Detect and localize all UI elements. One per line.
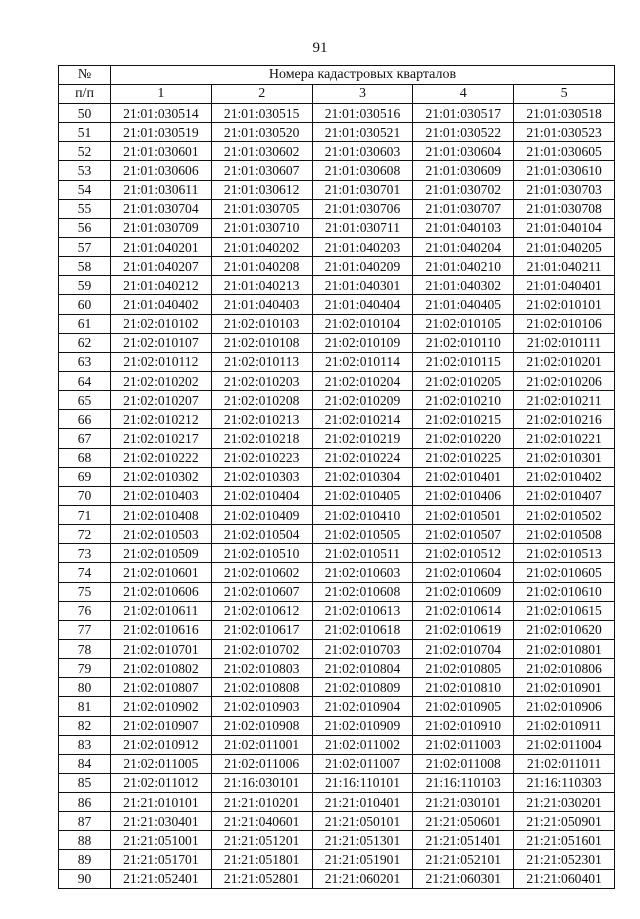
cadastral-number-cell: 21:02:010216 bbox=[514, 410, 615, 429]
row-number-cell: 59 bbox=[59, 276, 111, 295]
row-number-cell: 64 bbox=[59, 371, 111, 390]
row-number-cell: 88 bbox=[59, 831, 111, 850]
cadastral-number-cell: 21:21:010101 bbox=[111, 793, 212, 812]
cadastral-number-cell: 21:01:030605 bbox=[514, 142, 615, 161]
cadastral-number-cell: 21:02:010502 bbox=[514, 505, 615, 524]
cadastral-number-cell: 21:01:040202 bbox=[211, 237, 312, 256]
cadastral-number-cell: 21:02:010108 bbox=[211, 333, 312, 352]
row-number-cell: 84 bbox=[59, 754, 111, 773]
cadastral-number-cell: 21:02:010114 bbox=[312, 352, 413, 371]
cadastral-number-cell: 21:02:010909 bbox=[312, 716, 413, 735]
table-row bbox=[59, 218, 615, 237]
cadastral-number-cell: 21:01:030515 bbox=[211, 104, 312, 123]
cadastral-number-cell: 21:02:010204 bbox=[312, 371, 413, 390]
cadastral-number-cell: 21:21:040601 bbox=[211, 812, 312, 831]
table-row bbox=[59, 620, 615, 639]
cadastral-number-cell: 21:02:010206 bbox=[514, 371, 615, 390]
table-row bbox=[59, 544, 615, 563]
cadastral-number-cell: 21:02:010212 bbox=[111, 410, 212, 429]
table-row bbox=[59, 180, 615, 199]
cadastral-number-cell: 21:01:040208 bbox=[211, 257, 312, 276]
cadastral-number-cell: 21:02:010304 bbox=[312, 467, 413, 486]
cadastral-number-cell: 21:01:030522 bbox=[413, 123, 514, 142]
column-header-2: 2 bbox=[211, 85, 312, 104]
cadastral-number-cell: 21:02:010602 bbox=[211, 563, 312, 582]
table-row bbox=[59, 697, 615, 716]
cadastral-number-cell: 21:01:030520 bbox=[211, 123, 312, 142]
cadastral-number-cell: 21:02:010102 bbox=[111, 314, 212, 333]
row-number-cell: 71 bbox=[59, 505, 111, 524]
table-row bbox=[59, 410, 615, 429]
cadastral-number-cell: 21:02:010225 bbox=[413, 448, 514, 467]
cadastral-number-cell: 21:02:010614 bbox=[413, 601, 514, 620]
cadastral-number-cell: 21:21:010401 bbox=[312, 793, 413, 812]
cadastral-number-cell: 21:01:030516 bbox=[312, 104, 413, 123]
cadastral-number-cell: 21:02:010509 bbox=[111, 544, 212, 563]
cadastral-number-cell: 21:01:030610 bbox=[514, 161, 615, 180]
cadastral-number-cell: 21:01:030611 bbox=[111, 180, 212, 199]
cadastral-number-cell: 21:21:050101 bbox=[312, 812, 413, 831]
cadastral-number-cell: 21:02:010409 bbox=[211, 505, 312, 524]
cadastral-number-cell: 21:02:010607 bbox=[211, 582, 312, 601]
cadastral-number-cell: 21:02:010115 bbox=[413, 352, 514, 371]
cadastral-number-cell: 21:02:010210 bbox=[413, 391, 514, 410]
cadastral-number-cell: 21:02:010110 bbox=[413, 333, 514, 352]
cadastral-number-cell: 21:01:040302 bbox=[413, 276, 514, 295]
cadastral-number-cell: 21:01:030521 bbox=[312, 123, 413, 142]
cadastral-number-cell: 21:02:010908 bbox=[211, 716, 312, 735]
cadastral-number-cell: 21:01:030701 bbox=[312, 180, 413, 199]
cadastral-number-cell: 21:02:010106 bbox=[514, 314, 615, 333]
row-number-cell: 62 bbox=[59, 333, 111, 352]
cadastral-number-cell: 21:01:030606 bbox=[111, 161, 212, 180]
cadastral-number-cell: 21:02:010408 bbox=[111, 505, 212, 524]
cadastral-number-cell: 21:21:060201 bbox=[312, 869, 413, 888]
table-row bbox=[59, 716, 615, 735]
cadastral-number-cell: 21:02:010809 bbox=[312, 678, 413, 697]
row-number-cell: 83 bbox=[59, 735, 111, 754]
table-row bbox=[59, 142, 615, 161]
row-number-cell: 90 bbox=[59, 869, 111, 888]
cadastral-number-cell: 21:02:010912 bbox=[111, 735, 212, 754]
row-number-cell: 65 bbox=[59, 391, 111, 410]
cadastral-number-cell: 21:02:010101 bbox=[514, 295, 615, 314]
cadastral-number-cell: 21:01:040210 bbox=[413, 257, 514, 276]
cadastral-number-cell: 21:02:010611 bbox=[111, 601, 212, 620]
table-row bbox=[59, 582, 615, 601]
column-header-1: 1 bbox=[111, 85, 212, 104]
cadastral-number-cell: 21:02:011005 bbox=[111, 754, 212, 773]
cadastral-number-cell: 21:02:010211 bbox=[514, 391, 615, 410]
table-row bbox=[59, 793, 615, 812]
row-number-cell: 66 bbox=[59, 410, 111, 429]
cadastral-number-cell: 21:02:010608 bbox=[312, 582, 413, 601]
row-number-cell: 57 bbox=[59, 237, 111, 256]
row-number-cell: 80 bbox=[59, 678, 111, 697]
row-number-cell: 51 bbox=[59, 123, 111, 142]
cadastral-number-cell: 21:01:030707 bbox=[413, 199, 514, 218]
cadastral-number-cell: 21:02:010402 bbox=[514, 467, 615, 486]
table-row bbox=[59, 276, 615, 295]
cadastral-number-cell: 21:02:010405 bbox=[312, 486, 413, 505]
cadastral-number-cell: 21:02:010906 bbox=[514, 697, 615, 716]
row-number-cell: 56 bbox=[59, 218, 111, 237]
cadastral-number-cell: 21:02:010217 bbox=[111, 429, 212, 448]
cadastral-number-cell: 21:02:010615 bbox=[514, 601, 615, 620]
cadastral-number-cell: 21:01:030704 bbox=[111, 199, 212, 218]
column-header-4: 4 bbox=[413, 85, 514, 104]
cadastral-number-cell: 21:02:010201 bbox=[514, 352, 615, 371]
row-number-cell: 61 bbox=[59, 314, 111, 333]
row-number-cell: 86 bbox=[59, 793, 111, 812]
cadastral-number-cell: 21:21:051301 bbox=[312, 831, 413, 850]
group-title-header: Номера кадастровых кварталов bbox=[111, 66, 615, 85]
cadastral-number-cell: 21:01:040301 bbox=[312, 276, 413, 295]
row-number-cell: 77 bbox=[59, 620, 111, 639]
cadastral-number-cell: 21:02:010616 bbox=[111, 620, 212, 639]
cadastral-number-cell: 21:02:010208 bbox=[211, 391, 312, 410]
cadastral-number-cell: 21:21:060301 bbox=[413, 869, 514, 888]
cadastral-number-cell: 21:01:030703 bbox=[514, 180, 615, 199]
table-row bbox=[59, 525, 615, 544]
row-number-cell: 68 bbox=[59, 448, 111, 467]
page-number: 91 bbox=[312, 40, 328, 56]
table-row bbox=[59, 563, 615, 582]
cadastral-number-cell: 21:02:010221 bbox=[514, 429, 615, 448]
cadastral-number-cell: 21:02:010604 bbox=[413, 563, 514, 582]
table-row bbox=[59, 850, 615, 869]
cadastral-number-cell: 21:02:010503 bbox=[111, 525, 212, 544]
row-number-cell: 72 bbox=[59, 525, 111, 544]
cadastral-number-cell: 21:01:040213 bbox=[211, 276, 312, 295]
cadastral-number-cell: 21:21:050901 bbox=[514, 812, 615, 831]
cadastral-number-cell: 21:01:040212 bbox=[111, 276, 212, 295]
cadastral-number-cell: 21:02:010223 bbox=[211, 448, 312, 467]
table-row bbox=[59, 773, 615, 792]
cadastral-number-cell: 21:02:010219 bbox=[312, 429, 413, 448]
table-row bbox=[59, 754, 615, 773]
cadastral-number-cell: 21:02:010113 bbox=[211, 352, 312, 371]
table-row bbox=[59, 104, 615, 123]
cadastral-number-cell: 21:02:010620 bbox=[514, 620, 615, 639]
cadastral-number-cell: 21:21:010201 bbox=[211, 793, 312, 812]
cadastral-number-cell: 21:02:011002 bbox=[312, 735, 413, 754]
table-row bbox=[59, 123, 615, 142]
table-row bbox=[59, 314, 615, 333]
table-row bbox=[59, 601, 615, 620]
table-row bbox=[59, 678, 615, 697]
cadastral-number-cell: 21:02:010215 bbox=[413, 410, 514, 429]
cadastral-number-cell: 21:02:010907 bbox=[111, 716, 212, 735]
cadastral-number-cell: 21:01:040104 bbox=[514, 218, 615, 237]
cadastral-number-cell: 21:01:030609 bbox=[413, 161, 514, 180]
row-number-cell: 75 bbox=[59, 582, 111, 601]
cadastral-number-cell: 21:01:030519 bbox=[111, 123, 212, 142]
number-header-top: № bbox=[59, 66, 111, 85]
cadastral-number-cell: 21:01:040204 bbox=[413, 237, 514, 256]
cadastral-number-cell: 21:02:010703 bbox=[312, 639, 413, 658]
number-header-bottom: п/п bbox=[59, 85, 111, 104]
cadastral-number-cell: 21:02:010803 bbox=[211, 659, 312, 678]
cadastral-number-cell: 21:02:010513 bbox=[514, 544, 615, 563]
cadastral-number-cell: 21:21:060401 bbox=[514, 869, 615, 888]
row-number-cell: 85 bbox=[59, 773, 111, 792]
cadastral-number-cell: 21:02:010619 bbox=[413, 620, 514, 639]
cadastral-number-cell: 21:02:010610 bbox=[514, 582, 615, 601]
table-row bbox=[59, 161, 615, 180]
cadastral-number-cell: 21:02:010301 bbox=[514, 448, 615, 467]
cadastral-number-cell: 21:02:010806 bbox=[514, 659, 615, 678]
cadastral-number-cell: 21:02:010613 bbox=[312, 601, 413, 620]
cadastral-number-cell: 21:21:050601 bbox=[413, 812, 514, 831]
cadastral-number-cell: 21:01:030711 bbox=[312, 218, 413, 237]
cadastral-number-cell: 21:01:040401 bbox=[514, 276, 615, 295]
cadastral-number-cell: 21:01:030709 bbox=[111, 218, 212, 237]
cadastral-number-cell: 21:02:010407 bbox=[514, 486, 615, 505]
cadastral-number-cell: 21:16:030101 bbox=[211, 773, 312, 792]
cadastral-number-cell: 21:02:010903 bbox=[211, 697, 312, 716]
cadastral-number-cell: 21:02:010510 bbox=[211, 544, 312, 563]
cadastral-number-cell: 21:01:030607 bbox=[211, 161, 312, 180]
table-row bbox=[59, 391, 615, 410]
cadastral-number-cell: 21:02:010507 bbox=[413, 525, 514, 544]
cadastral-number-cell: 21:02:010901 bbox=[514, 678, 615, 697]
cadastral-number-cell: 21:02:010218 bbox=[211, 429, 312, 448]
table-row bbox=[59, 257, 615, 276]
cadastral-number-cell: 21:21:051601 bbox=[514, 831, 615, 850]
row-number-cell: 60 bbox=[59, 295, 111, 314]
cadastral-number-cell: 21:02:010905 bbox=[413, 697, 514, 716]
cadastral-number-cell: 21:01:030604 bbox=[413, 142, 514, 161]
table-row bbox=[59, 659, 615, 678]
cadastral-number-cell: 21:01:030517 bbox=[413, 104, 514, 123]
cadastral-number-cell: 21:01:030702 bbox=[413, 180, 514, 199]
cadastral-number-cell: 21:02:011008 bbox=[413, 754, 514, 773]
cadastral-number-cell: 21:01:040203 bbox=[312, 237, 413, 256]
cadastral-number-cell: 21:02:010202 bbox=[111, 371, 212, 390]
cadastral-number-cell: 21:02:010802 bbox=[111, 659, 212, 678]
cadastral-number-cell: 21:02:010303 bbox=[211, 467, 312, 486]
cadastral-number-cell: 21:02:010207 bbox=[111, 391, 212, 410]
cadastral-number-cell: 21:01:030523 bbox=[514, 123, 615, 142]
cadastral-number-cell: 21:02:010617 bbox=[211, 620, 312, 639]
cadastral-number-cell: 21:02:010701 bbox=[111, 639, 212, 658]
row-number-cell: 82 bbox=[59, 716, 111, 735]
cadastral-number-cell: 21:02:010807 bbox=[111, 678, 212, 697]
cadastral-number-cell: 21:16:110103 bbox=[413, 773, 514, 792]
cadastral-number-cell: 21:21:051201 bbox=[211, 831, 312, 850]
cadastral-number-cell: 21:21:030101 bbox=[413, 793, 514, 812]
cadastral-number-cell: 21:02:010104 bbox=[312, 314, 413, 333]
cadastral-number-cell: 21:21:052301 bbox=[514, 850, 615, 869]
table-header bbox=[59, 66, 615, 104]
cadastral-number-cell: 21:01:030608 bbox=[312, 161, 413, 180]
table-row bbox=[59, 467, 615, 486]
row-number-cell: 74 bbox=[59, 563, 111, 582]
cadastral-number-cell: 21:02:010213 bbox=[211, 410, 312, 429]
table-row bbox=[59, 352, 615, 371]
cadastral-number-cell: 21:02:010224 bbox=[312, 448, 413, 467]
row-number-cell: 81 bbox=[59, 697, 111, 716]
row-number-cell: 79 bbox=[59, 659, 111, 678]
row-number-cell: 69 bbox=[59, 467, 111, 486]
cadastral-number-cell: 21:02:010618 bbox=[312, 620, 413, 639]
row-number-cell: 73 bbox=[59, 544, 111, 563]
cadastral-number-cell: 21:02:010112 bbox=[111, 352, 212, 371]
cadastral-number-cell: 21:02:010203 bbox=[211, 371, 312, 390]
cadastral-number-cell: 21:01:030603 bbox=[312, 142, 413, 161]
cadastral-number-cell: 21:01:040209 bbox=[312, 257, 413, 276]
cadastral-number-cell: 21:02:010404 bbox=[211, 486, 312, 505]
cadastral-number-cell: 21:02:010603 bbox=[312, 563, 413, 582]
cadastral-number-cell: 21:01:040211 bbox=[514, 257, 615, 276]
row-number-cell: 70 bbox=[59, 486, 111, 505]
cadastral-number-cell: 21:01:040405 bbox=[413, 295, 514, 314]
cadastral-number-cell: 21:01:030710 bbox=[211, 218, 312, 237]
cadastral-number-cell: 21:02:010220 bbox=[413, 429, 514, 448]
cadastral-number-cell: 21:01:030706 bbox=[312, 199, 413, 218]
cadastral-number-cell: 21:02:010801 bbox=[514, 639, 615, 658]
row-number-cell: 76 bbox=[59, 601, 111, 620]
cadastral-number-cell: 21:16:110303 bbox=[514, 773, 615, 792]
table-row bbox=[59, 199, 615, 218]
cadastral-quarters-table bbox=[58, 65, 615, 889]
cadastral-number-cell: 21:02:010401 bbox=[413, 467, 514, 486]
cadastral-number-cell: 21:02:010205 bbox=[413, 371, 514, 390]
cadastral-number-cell: 21:02:010606 bbox=[111, 582, 212, 601]
table-row bbox=[59, 237, 615, 256]
cadastral-number-cell: 21:02:010103 bbox=[211, 314, 312, 333]
table-row bbox=[59, 505, 615, 524]
table-row bbox=[59, 295, 615, 314]
table-row bbox=[59, 333, 615, 352]
cadastral-number-cell: 21:02:010805 bbox=[413, 659, 514, 678]
cadastral-number-cell: 21:02:011001 bbox=[211, 735, 312, 754]
cadastral-number-cell: 21:02:010904 bbox=[312, 697, 413, 716]
cadastral-number-cell: 21:21:030201 bbox=[514, 793, 615, 812]
cadastral-number-cell: 21:01:030708 bbox=[514, 199, 615, 218]
cadastral-number-cell: 21:02:010902 bbox=[111, 697, 212, 716]
cadastral-number-cell: 21:02:010702 bbox=[211, 639, 312, 658]
cadastral-number-cell: 21:02:010302 bbox=[111, 467, 212, 486]
cadastral-number-cell: 21:01:040207 bbox=[111, 257, 212, 276]
cadastral-number-cell: 21:21:051001 bbox=[111, 831, 212, 850]
cadastral-number-cell: 21:02:010601 bbox=[111, 563, 212, 582]
cadastral-number-cell: 21:02:010605 bbox=[514, 563, 615, 582]
cadastral-number-cell: 21:02:010808 bbox=[211, 678, 312, 697]
cadastral-number-cell: 21:02:010505 bbox=[312, 525, 413, 544]
row-number-cell: 50 bbox=[59, 104, 111, 123]
cadastral-number-cell: 21:02:011011 bbox=[514, 754, 615, 773]
cadastral-number-cell: 21:21:052401 bbox=[111, 869, 212, 888]
cadastral-number-cell: 21:02:010501 bbox=[413, 505, 514, 524]
cadastral-number-cell: 21:01:040404 bbox=[312, 295, 413, 314]
cadastral-number-cell: 21:02:010504 bbox=[211, 525, 312, 544]
table-row bbox=[59, 429, 615, 448]
cadastral-number-cell: 21:02:010810 bbox=[413, 678, 514, 697]
cadastral-number-cell: 21:02:010406 bbox=[413, 486, 514, 505]
table-row bbox=[59, 812, 615, 831]
cadastral-number-cell: 21:02:010910 bbox=[413, 716, 514, 735]
cadastral-number-cell: 21:01:030612 bbox=[211, 180, 312, 199]
cadastral-number-cell: 21:21:051801 bbox=[211, 850, 312, 869]
table-body bbox=[59, 104, 615, 889]
cadastral-number-cell: 21:02:011003 bbox=[413, 735, 514, 754]
cadastral-number-cell: 21:02:010911 bbox=[514, 716, 615, 735]
cadastral-number-cell: 21:02:010410 bbox=[312, 505, 413, 524]
cadastral-number-cell: 21:02:011007 bbox=[312, 754, 413, 773]
cadastral-number-cell: 21:02:010609 bbox=[413, 582, 514, 601]
row-number-cell: 53 bbox=[59, 161, 111, 180]
cadastral-number-cell: 21:01:040403 bbox=[211, 295, 312, 314]
cadastral-number-cell: 21:21:051901 bbox=[312, 850, 413, 869]
cadastral-number-cell: 21:21:030401 bbox=[111, 812, 212, 831]
table-row bbox=[59, 486, 615, 505]
cadastral-number-cell: 21:01:040205 bbox=[514, 237, 615, 256]
cadastral-number-cell: 21:02:010804 bbox=[312, 659, 413, 678]
column-header-5: 5 bbox=[514, 85, 615, 104]
cadastral-number-cell: 21:02:010704 bbox=[413, 639, 514, 658]
cadastral-number-cell: 21:02:010214 bbox=[312, 410, 413, 429]
cadastral-number-cell: 21:01:030518 bbox=[514, 104, 615, 123]
cadastral-number-cell: 21:01:030705 bbox=[211, 199, 312, 218]
cadastral-number-cell: 21:01:030601 bbox=[111, 142, 212, 161]
cadastral-number-cell: 21:16:110101 bbox=[312, 773, 413, 792]
cadastral-number-cell: 21:21:051701 bbox=[111, 850, 212, 869]
row-number-cell: 78 bbox=[59, 639, 111, 658]
cadastral-number-cell: 21:02:010403 bbox=[111, 486, 212, 505]
cadastral-number-cell: 21:21:051401 bbox=[413, 831, 514, 850]
cadastral-number-cell: 21:21:052801 bbox=[211, 869, 312, 888]
table-row bbox=[59, 869, 615, 888]
cadastral-number-cell: 21:01:040402 bbox=[111, 295, 212, 314]
cadastral-number-cell: 21:02:010222 bbox=[111, 448, 212, 467]
table-row bbox=[59, 639, 615, 658]
cadastral-number-cell: 21:02:010612 bbox=[211, 601, 312, 620]
table-row bbox=[59, 735, 615, 754]
cadastral-number-cell: 21:02:011006 bbox=[211, 754, 312, 773]
cadastral-number-cell: 21:02:010511 bbox=[312, 544, 413, 563]
table-row bbox=[59, 831, 615, 850]
row-number-cell: 63 bbox=[59, 352, 111, 371]
cadastral-number-cell: 21:01:030602 bbox=[211, 142, 312, 161]
cadastral-number-cell: 21:02:011004 bbox=[514, 735, 615, 754]
cadastral-number-cell: 21:02:010512 bbox=[413, 544, 514, 563]
row-number-cell: 54 bbox=[59, 180, 111, 199]
row-number-cell: 87 bbox=[59, 812, 111, 831]
cadastral-number-cell: 21:02:010105 bbox=[413, 314, 514, 333]
cadastral-number-cell: 21:02:010107 bbox=[111, 333, 212, 352]
cadastral-number-cell: 21:02:010209 bbox=[312, 391, 413, 410]
cadastral-number-cell: 21:21:052101 bbox=[413, 850, 514, 869]
row-number-cell: 52 bbox=[59, 142, 111, 161]
row-number-cell: 89 bbox=[59, 850, 111, 869]
table-row bbox=[59, 448, 615, 467]
row-number-cell: 67 bbox=[59, 429, 111, 448]
cadastral-number-cell: 21:01:030514 bbox=[111, 104, 212, 123]
cadastral-number-cell: 21:02:010508 bbox=[514, 525, 615, 544]
column-header-3: 3 bbox=[312, 85, 413, 104]
cadastral-number-cell: 21:02:011012 bbox=[111, 773, 212, 792]
table-row bbox=[59, 371, 615, 390]
row-number-cell: 58 bbox=[59, 257, 111, 276]
cadastral-number-cell: 21:01:040201 bbox=[111, 237, 212, 256]
row-number-cell: 55 bbox=[59, 199, 111, 218]
cadastral-number-cell: 21:01:040103 bbox=[413, 218, 514, 237]
cadastral-number-cell: 21:02:010111 bbox=[514, 333, 615, 352]
cadastral-number-cell: 21:02:010109 bbox=[312, 333, 413, 352]
